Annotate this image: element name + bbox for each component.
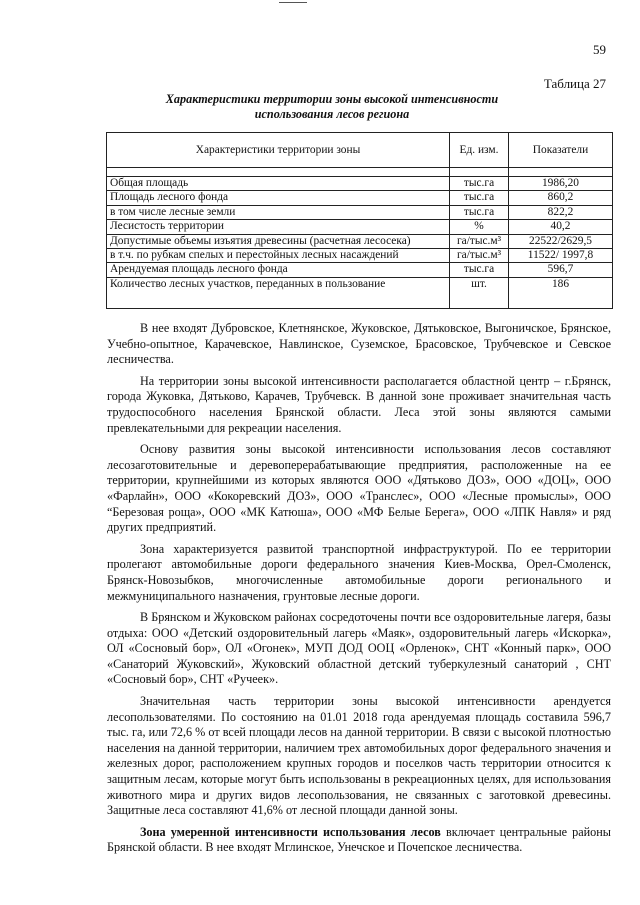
row-value: 22522/2629,5 <box>509 234 613 248</box>
table-row <box>107 277 613 308</box>
table-row <box>107 205 613 219</box>
page-number: 59 <box>593 42 606 57</box>
row-unit: шт. <box>450 277 509 308</box>
table-caption: Характеристики территории зоны высокой интенсивности использования лесов региона <box>165 92 499 121</box>
header-value: Показатели <box>509 133 613 168</box>
row-unit: тыс.га <box>450 205 509 219</box>
row-unit: га/тыс.м³ <box>450 249 509 263</box>
row-label: Лесистость территории <box>107 220 450 234</box>
row-label: Площадь лесного фонда <box>107 191 450 205</box>
table-row <box>107 234 613 248</box>
table-row <box>107 191 613 205</box>
row-label: Арендуемая площадь лесного фонда <box>107 263 450 277</box>
row-label: Количество лесных участков, переданных в пользование <box>107 277 450 308</box>
row-label: Допустимые объемы изъятия древесины (расчетная лесосека) <box>107 234 450 248</box>
table-spacer-row <box>107 168 613 177</box>
header-unit: Ед. изм. <box>450 133 509 168</box>
row-label: в том числе лесные земли <box>107 205 450 219</box>
row-unit: тыс.га <box>450 263 509 277</box>
moderate-zone-lead: Зона умеренной интенсивности использования лесов <box>140 824 441 839</box>
table-label: Таблица 27 <box>543 76 606 91</box>
header-characteristic: Характеристики территории зоны <box>107 133 450 168</box>
paragraph-transport: Зона характеризуется развитой транспортной инфраструктурой. По ее территории пролегают автомобильные дороги федерального значения Киев-Москва, Орел-Смоленск, Брянск-Новозыбков, многочисленные автомобильные дороги регионального и межмуниципального назначения, грунтовые лесные дороги. <box>107 541 611 603</box>
paragraph-enterprises: Основу развития зоны высокой интенсивности использования лесов составляют лесозаготовительные и деревоперерабатывающие предприятия, расположенные на ее территории, крупнейшими из которых являются ООО «Дятьково ДОЗ», ООО «ДОЦ», ООО «Фарлайн», ООО «Кокоревский ДОЗ», ООО «Транслес», ООО «Лесные промыслы», ООО “Березовая роща», ООО «МК Катюша», ООО «МФ Белые Берега», ООО «ЛПК Навля» и ряд других предприятий. <box>107 442 611 535</box>
row-value: 11522/ 1997,8 <box>509 249 613 263</box>
row-value: 186 <box>509 277 613 308</box>
row-label: в т.ч. по рубкам спелых и перестойных лесных насаждений <box>107 249 450 263</box>
table-row <box>107 220 613 234</box>
row-value: 860,2 <box>509 191 613 205</box>
row-unit: тыс.га <box>450 177 509 191</box>
row-value: 40,2 <box>509 220 613 234</box>
paragraph-lease: Значительная часть территории зоны высокой интенсивности арендуется лесопользователями. По состоянию на 01.01 2018 года арендуемая площадь составила 596,7 тыс. га, или 72,6 % от всей площади лесов на данной территории. В связи с высокой плотностью населения на данной территории, наличием трех автомобильных дорог федерального значения и железных дорог, расположением крупных городов и поселков часть территории относится к защитным лесам, которые могут быть использованы в рекреационных целях, для использования животного мира и других видов лесопользования, не связанных с заготовкой древесины. Защитные леса составляют 41,6% от лесной площади данной зоны. <box>107 694 611 818</box>
paragraph-recreation: В Брянском и Жуковском районах сосредоточены почти все оздоровительные лагеря, базы отдыха: ООО «Детский оздоровительный лагерь «Маяк», оздоровительный лагерь «Искорка», ОЛ «Сосновый бор», ОЛ «Огонек», МУП ДОД ООЦ «Орленок», СНТ «Конный парк», ООО «Санаторий Жуковский», Жуковский областной детский туберкулезный санаторий , СНТ «Сосновый бор», СНТ «Ручеек». <box>107 610 611 687</box>
row-value: 1986,20 <box>509 177 613 191</box>
top-rule <box>279 2 307 3</box>
row-value: 596,7 <box>509 263 613 277</box>
table-header-row <box>107 133 613 168</box>
characteristics-table <box>106 132 613 309</box>
paragraph-forestries: В нее входят Дубровское, Клетнянское, Жуковское, Дятьковское, Выгоничское, Брянское, Учебно-опытное, Карачевское, Навлинское, Суземское, Брасовское, Трубчевское и Севское лесничества. <box>107 321 611 367</box>
row-unit: га/тыс.м³ <box>450 234 509 248</box>
row-label: Общая площадь <box>107 177 450 191</box>
table-row <box>107 249 613 263</box>
body-text <box>107 321 611 862</box>
paragraph-population: На территории зоны высокой интенсивности располагается областной центр – г.Брянск, города Жуковка, Дятьково, Карачев, Трубчевск. В данной зоне проживает значительная часть трудоспособного населения Брянской области. Леса этой зоны являются самыми превлекательными для рекреации населения. <box>107 373 611 435</box>
row-unit: % <box>450 220 509 234</box>
moderate-zone-rest: включает центральные районы Брянской области. В нее входят Мглинское, Унечское и Почепское лесничества. <box>107 824 611 855</box>
row-unit: тыс.га <box>450 191 509 205</box>
paragraph-moderate-zone <box>107 825 611 856</box>
table-row <box>107 263 613 277</box>
table-row <box>107 177 613 191</box>
row-value: 822,2 <box>509 205 613 219</box>
